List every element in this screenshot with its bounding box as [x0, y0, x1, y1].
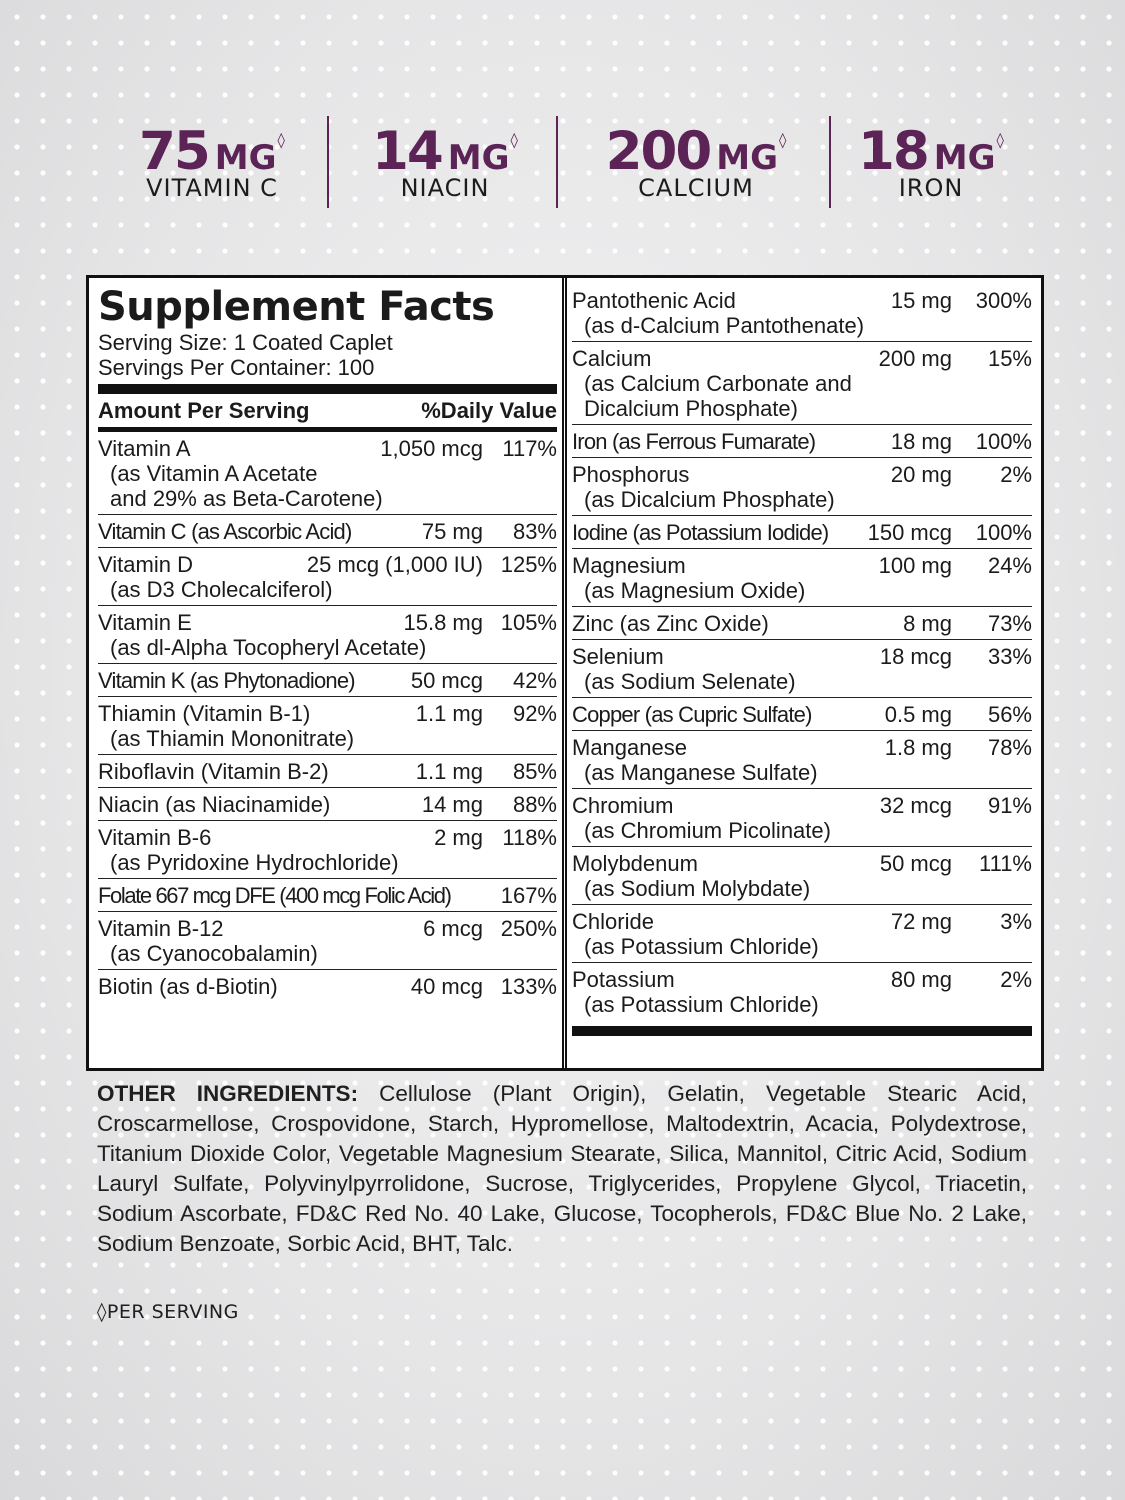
- nutrient-source: (as Pyridoxine Hydrochloride): [110, 850, 399, 875]
- highlight-label: VITAMIN C: [146, 174, 278, 202]
- other-ingredients: [97, 1079, 1027, 1259]
- nutrient-daily-value: 250%: [500, 916, 557, 941]
- nutrient-name: Chromium: [572, 793, 674, 818]
- nutrient-main-line: [98, 974, 557, 999]
- nutrient-daily-value: 24%: [987, 553, 1032, 578]
- nutrient-row: [98, 912, 557, 970]
- nutrient-amount: 150 mcg: [867, 520, 952, 545]
- nutrient-row: [98, 697, 557, 755]
- nutrient-source: and 29% as Beta-Carotene): [110, 486, 383, 511]
- nutrient-main-line: [572, 735, 1032, 760]
- nutrient-name: Copper (as Cupric Sulfate): [572, 702, 812, 727]
- nutrient-name: Thiamin (Vitamin B-1): [98, 701, 311, 726]
- nutrient-main-line: [98, 759, 557, 784]
- daily-value-header: %Daily Value: [421, 398, 557, 423]
- nutrient-row: [98, 879, 557, 912]
- nutrient-source: (as Sodium Selenate): [584, 669, 796, 694]
- facts-left-column: [98, 284, 557, 1002]
- nutrient-main-line: [572, 520, 1032, 545]
- nutrient-daily-value: 117%: [502, 436, 557, 461]
- nutrient-source: (as Cyanocobalamin): [110, 941, 318, 966]
- nutrient-main-line: [98, 883, 557, 908]
- nutrient-main-line: [572, 429, 1032, 454]
- highlight-niacin: [328, 108, 562, 204]
- nutrient-daily-value: 111%: [978, 851, 1032, 876]
- nutrient-row: [98, 664, 557, 697]
- other-ingredients-text: Cellulose (Plant Origin), Gelatin, Vegetable Stearic Acid, Croscarmellose, Crospovidone, Starch, Hypromellose, Maltodextrin, Acacia, Polydextrose, Titanium Dioxide Color, Vegetable Magnesium Stearate, Silica, Mannitol, Citric Acid, Sodium Lauryl Sulfate, Polyvinylpyrrolidone, Sucrose, Triglycerides, Propylene Glycol, Triacetin, Sodium Ascorbate, FD&C Red No. 40 Lake, Glucose, Tocopherols, FD&C Blue No. 2 Lake, Sodium Benzoate, Sorbic Acid, BHT, Talc.: [97, 1081, 1027, 1256]
- highlight-divider: [556, 116, 558, 208]
- nutrient-name: Manganese: [572, 735, 687, 760]
- nutrient-name: Vitamin K (as Phytonadione): [98, 668, 355, 693]
- nutrient-amount: 80 mg: [890, 967, 952, 992]
- nutrient-name: Potassium: [572, 967, 675, 992]
- highlight-divider: [327, 116, 329, 208]
- nutrient-daily-value: 92%: [512, 701, 557, 726]
- nutrient-row: [572, 516, 1032, 549]
- nutrient-source: (as Magnesium Oxide): [584, 578, 806, 603]
- nutrient-amount: 1.8 mg: [884, 735, 952, 760]
- nutrient-daily-value: 56%: [987, 702, 1032, 727]
- facts-title: Supplement Facts: [98, 284, 495, 330]
- nutrient-name: Chloride: [572, 909, 654, 934]
- nutrient-daily-value: 2%: [1000, 967, 1032, 992]
- nutrient-main-line: [98, 825, 557, 850]
- highlight-number: 14: [372, 121, 442, 182]
- nutrient-row: [98, 755, 557, 788]
- nutrient-daily-value: 33%: [987, 644, 1032, 669]
- nutrient-source: (as Dicalcium Phosphate): [584, 487, 835, 512]
- nutrient-daily-value: 133%: [500, 974, 557, 999]
- highlight-unit: MG: [933, 138, 996, 178]
- nutrient-name: Zinc (as Zinc Oxide): [572, 611, 769, 636]
- nutrient-main-line: [98, 610, 557, 635]
- highlight-iron: [830, 108, 1032, 204]
- nutrient-main-line: [572, 702, 1032, 727]
- highlight-number: 75: [139, 121, 209, 182]
- nutrient-row: [98, 788, 557, 821]
- nutrient-main-line: [572, 967, 1032, 992]
- nutrient-row: [572, 847, 1032, 905]
- nutrient-highlights: [96, 108, 1032, 204]
- nutrient-source: (as d-Calcium Pantothenate): [584, 313, 865, 338]
- nutrient-source: (as Potassium Chloride): [584, 992, 819, 1017]
- nutrient-source: (as dl-Alpha Tocopheryl Acetate): [110, 635, 427, 660]
- nutrient-main-line: [572, 793, 1032, 818]
- nutrient-amount: 75 mg: [421, 519, 483, 544]
- nutrient-amount: 8 mg: [903, 611, 952, 636]
- nutrient-main-line: [98, 519, 557, 544]
- highlight-number: 200: [605, 121, 711, 182]
- nutrient-name: Pantothenic Acid: [572, 288, 736, 313]
- highlight-vitamin-c: [96, 108, 328, 204]
- nutrient-amount: 20 mg: [890, 462, 952, 487]
- nutrient-name: Biotin (as d-Biotin): [98, 974, 278, 999]
- supplement-facts-panel: [86, 275, 1044, 1071]
- nutrient-name: Vitamin B-12: [98, 916, 224, 941]
- nutrient-source: (as Manganese Sulfate): [584, 760, 818, 785]
- nutrient-main-line: [572, 346, 1032, 371]
- nutrient-amount: 2 mg: [434, 825, 483, 850]
- nutrient-name: Selenium: [572, 644, 664, 669]
- nutrient-main-line: [98, 916, 557, 941]
- nutrient-name: Iodine (as Potassium Iodide): [572, 520, 829, 545]
- column-divider: [562, 278, 567, 1068]
- nutrient-main-line: [98, 701, 557, 726]
- nutrient-amount: 18 mcg: [879, 644, 952, 669]
- nutrient-daily-value: 88%: [512, 792, 557, 817]
- nutrient-amount: 40 mcg: [410, 974, 483, 999]
- nutrient-row: [572, 425, 1032, 458]
- nutrient-amount: 0.5 mg: [884, 702, 952, 727]
- nutrient-row: [572, 731, 1032, 789]
- highlight-unit: MG: [716, 138, 778, 178]
- nutrient-main-line: [98, 792, 557, 817]
- nutrient-daily-value: 73%: [987, 611, 1032, 636]
- highlight-unit: MG: [214, 138, 277, 178]
- diamond-icon: ◊: [510, 131, 518, 149]
- nutrient-row: [572, 549, 1032, 607]
- nutrient-row: [98, 970, 557, 1002]
- nutrient-name: Calcium: [572, 346, 652, 371]
- nutrient-amount: 6 mcg: [423, 916, 483, 941]
- nutrient-row: [98, 606, 557, 664]
- thick-rule: [98, 384, 557, 394]
- left-nutrient-list: [98, 432, 557, 1002]
- nutrient-row: [572, 284, 1032, 342]
- nutrient-main-line: [98, 436, 557, 461]
- nutrient-daily-value: 78%: [987, 735, 1032, 760]
- nutrient-amount: 72 mg: [890, 909, 952, 934]
- diamond-icon: ◊: [277, 131, 285, 149]
- nutrient-source: (as Potassium Chloride): [584, 934, 819, 959]
- nutrient-name: Niacin (as Niacinamide): [98, 792, 331, 817]
- nutrient-row: [572, 698, 1032, 731]
- nutrient-amount: 18 mg: [890, 429, 952, 454]
- nutrient-row: [98, 548, 557, 606]
- nutrient-source: (as Sodium Molybdate): [584, 876, 811, 901]
- highlight-divider: [829, 116, 831, 208]
- nutrient-amount: 15.8 mg: [403, 610, 483, 635]
- nutrient-name: Molybdenum: [572, 851, 698, 876]
- nutrient-main-line: [572, 288, 1032, 313]
- nutrient-main-line: [572, 851, 1032, 876]
- nutrient-daily-value: 42%: [512, 668, 557, 693]
- nutrient-amount: 1,050 mcg: [380, 436, 483, 461]
- nutrient-row: [98, 515, 557, 548]
- nutrient-daily-value: 85%: [512, 759, 557, 784]
- nutrient-row: [572, 905, 1032, 963]
- nutrient-row: [98, 432, 557, 515]
- nutrient-source: Dicalcium Phosphate): [584, 396, 798, 421]
- serving-size: Serving Size: 1 Coated Caplet: [98, 330, 393, 355]
- nutrient-name: Magnesium: [572, 553, 686, 578]
- nutrient-amount: 15 mg: [890, 288, 952, 313]
- highlight-calcium: [562, 108, 830, 204]
- nutrient-source: (as Vitamin A Acetate: [110, 461, 318, 486]
- nutrient-daily-value: 100%: [975, 429, 1032, 454]
- nutrient-main-line: [572, 462, 1032, 487]
- facts-right-column: [572, 284, 1032, 1036]
- nutrient-main-line: [572, 611, 1032, 636]
- diamond-icon: ◊: [778, 131, 787, 149]
- nutrient-main-line: [98, 552, 557, 577]
- nutrient-main-line: [572, 553, 1032, 578]
- highlight-label: NIACIN: [400, 174, 490, 202]
- nutrient-name: Phosphorus: [572, 462, 690, 487]
- nutrient-main-line: [98, 668, 557, 693]
- nutrient-amount: 32 mcg: [879, 793, 952, 818]
- highlight-unit: MG: [447, 138, 510, 178]
- highlight-label: IRON: [898, 174, 964, 202]
- amount-header-row: [98, 394, 557, 427]
- nutrient-name: Riboflavin (Vitamin B-2): [98, 759, 329, 784]
- nutrient-main-line: [572, 909, 1032, 934]
- servings-per-container: Servings Per Container: 100: [98, 355, 375, 380]
- nutrient-amount: 25 mcg (1,000 IU): [306, 552, 483, 577]
- nutrient-row: [572, 789, 1032, 847]
- diamond-icon: ◊: [996, 131, 1004, 149]
- per-serving-footnote: ◊PER SERVING: [97, 1301, 239, 1323]
- nutrient-source: (as D3 Cholecalciferol): [110, 577, 333, 602]
- nutrient-daily-value: 15%: [987, 346, 1032, 371]
- nutrient-amount: 50 mcg: [879, 851, 952, 876]
- nutrient-daily-value: 167%: [500, 883, 557, 908]
- highlight-label: CALCIUM: [638, 174, 754, 202]
- nutrient-daily-value: 300%: [975, 288, 1032, 313]
- nutrient-amount: 100 mg: [878, 553, 952, 578]
- nutrient-daily-value: 2%: [1000, 462, 1032, 487]
- bottom-thick-rule: [572, 1026, 1032, 1036]
- nutrient-amount: 1.1 mg: [415, 759, 483, 784]
- nutrient-row: [98, 821, 557, 879]
- nutrient-amount: 14 mg: [421, 792, 483, 817]
- nutrient-amount: 200 mg: [878, 346, 952, 371]
- nutrient-row: [572, 607, 1032, 640]
- nutrient-daily-value: 3%: [1000, 909, 1032, 934]
- nutrient-daily-value: 91%: [987, 793, 1032, 818]
- nutrient-daily-value: 100%: [975, 520, 1032, 545]
- nutrient-row: [572, 963, 1032, 1020]
- nutrient-name: Vitamin A: [98, 436, 191, 461]
- nutrient-row: [572, 342, 1032, 425]
- amount-per-serving-header: Amount Per Serving: [98, 398, 310, 423]
- other-ingredients-label: OTHER INGREDIENTS:: [97, 1081, 359, 1106]
- highlight-number: 18: [858, 121, 928, 182]
- nutrient-source: (as Chromium Picolinate): [584, 818, 831, 843]
- nutrient-name: Vitamin D: [98, 552, 193, 577]
- nutrient-daily-value: 118%: [502, 825, 557, 850]
- nutrient-daily-value: 105%: [500, 610, 557, 635]
- nutrient-daily-value: 83%: [512, 519, 557, 544]
- nutrient-source: (as Calcium Carbonate and: [584, 371, 852, 396]
- nutrient-source: (as Thiamin Mononitrate): [110, 726, 355, 751]
- nutrient-name: Vitamin E: [98, 610, 192, 635]
- nutrient-name: Vitamin B-6: [98, 825, 212, 850]
- nutrient-amount: 1.1 mg: [415, 701, 483, 726]
- nutrient-main-line: [572, 644, 1032, 669]
- right-nutrient-list: [572, 284, 1032, 1020]
- nutrient-name: Vitamin C (as Ascorbic Acid): [98, 519, 352, 544]
- nutrient-daily-value: 125%: [500, 552, 557, 577]
- nutrient-row: [572, 640, 1032, 698]
- nutrient-name: Iron (as Ferrous Fumarate): [572, 429, 816, 454]
- nutrient-name: Folate 667 mcg DFE (400 mcg Folic Acid): [98, 883, 451, 908]
- nutrient-amount: 50 mcg: [410, 668, 483, 693]
- nutrient-row: [572, 458, 1032, 516]
